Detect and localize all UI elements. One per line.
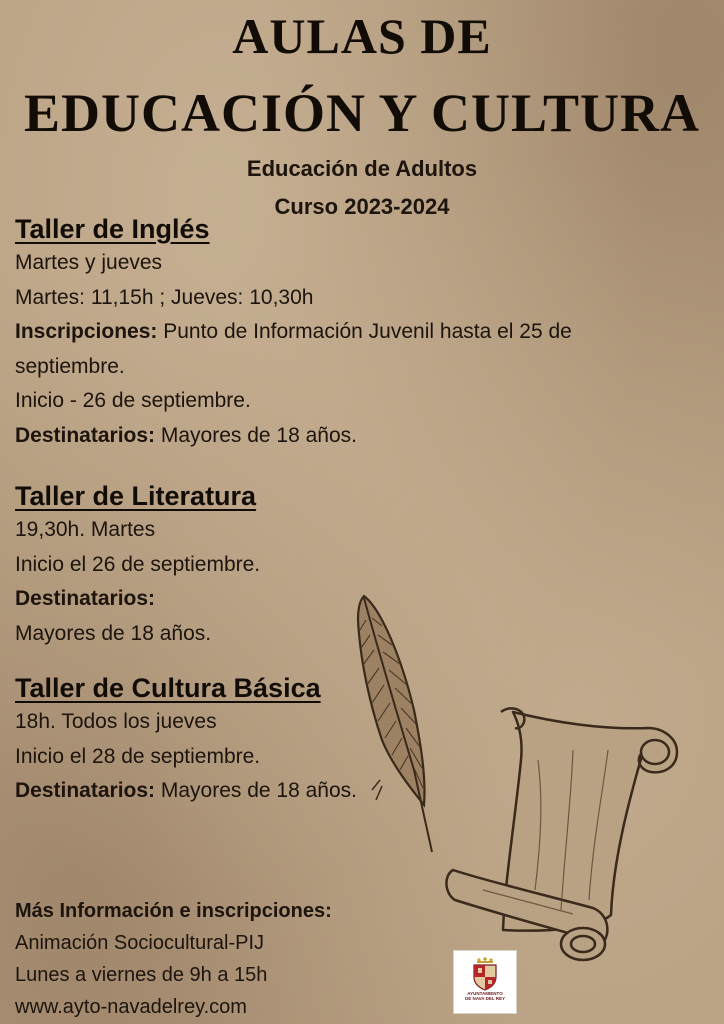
schedule-line: 18h. Todos los jueves xyxy=(15,710,217,733)
subtitle-program: Educación de Adultos xyxy=(246,156,478,181)
parchment-scroll-icon xyxy=(443,700,688,980)
audience-text: Mayores de 18 años. xyxy=(155,423,357,447)
audience-line xyxy=(15,419,705,454)
start-date: Inicio el 28 de septiembre. xyxy=(15,744,261,768)
schedule-line: 19,30h. Martes xyxy=(15,518,156,541)
audience-text: Mayores de 18 años. xyxy=(15,621,212,645)
start-date: Inicio - 26 de septiembre. xyxy=(15,389,251,412)
workshop-title: Taller de Inglés xyxy=(15,214,210,244)
audience-label: Destinatarios: xyxy=(15,423,156,447)
subtitle-course: Curso 2023-2024 xyxy=(274,194,450,219)
schedule-line: Martes: 11,15h ; Jueves: 10,30h xyxy=(15,285,314,309)
town-hall-logo xyxy=(453,950,517,1014)
quill-feather-icon xyxy=(352,590,442,860)
contact-heading: Más Información e inscripciones: xyxy=(15,900,332,922)
workshop-english xyxy=(15,212,705,453)
contact-website-link[interactable]: www.ayto-navadelrey.com xyxy=(15,996,247,1018)
registration-text-cont: septiembre. xyxy=(15,354,125,378)
registration-text: Punto de Información Juvenil hasta el 25 de xyxy=(157,320,572,343)
poster-title-line2: EDUCACIÓN Y CULTURA xyxy=(23,83,701,143)
contact-office: Animación Sociocultural-PIJ xyxy=(15,932,264,954)
registration-label: Inscripciones: xyxy=(15,320,158,343)
poster-title-line1: AULAS DE xyxy=(232,8,492,64)
audience-text: Mayores de 18 años. xyxy=(155,779,357,802)
logo-text-line2: DE NAVA DEL REY xyxy=(464,996,506,1001)
workshop-title: Taller de Literatura xyxy=(15,481,257,511)
logo-text-line1: AYUNTAMIENTO xyxy=(467,991,503,996)
workshop-title: Taller de Cultura Básica xyxy=(15,673,321,703)
audience-label: Destinatarios: xyxy=(15,779,156,802)
schedule-line: Martes y jueves xyxy=(15,251,163,274)
contact-hours: Lunes a viernes de 9h a 15h xyxy=(15,964,268,986)
start-date: Inicio el 26 de septiembre. xyxy=(15,552,261,576)
registration-line xyxy=(15,315,705,350)
audience-label: Destinatarios: xyxy=(15,587,156,610)
contact-info xyxy=(15,895,435,1023)
coat-of-arms-icon xyxy=(469,957,501,991)
